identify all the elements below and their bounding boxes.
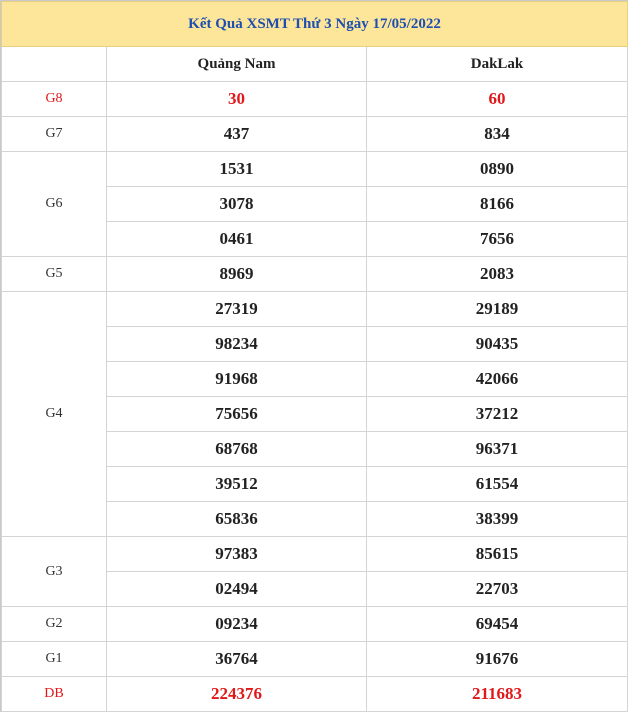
prize-number-quang-nam: 98234 (107, 327, 367, 362)
prize-row-g1 (2, 642, 628, 677)
prize-row-g6 (2, 152, 628, 187)
prize-number-quang-nam: 91968 (107, 362, 367, 397)
prize-number-quang-nam: 437 (107, 117, 367, 152)
prize-number-daklak: 2083 (367, 257, 628, 292)
table-title: Kết Quả XSMT Thứ 3 Ngày 17/05/2022 (2, 2, 628, 47)
prize-number-daklak: 0890 (367, 152, 628, 187)
prize-number-quang-nam: 1531 (107, 152, 367, 187)
prize-number-quang-nam: 65836 (107, 502, 367, 537)
prize-row-g2 (2, 607, 628, 642)
prize-label-g2: G2 (2, 607, 107, 642)
prize-number-quang-nam: 0461 (107, 222, 367, 257)
prize-number-quang-nam: 30 (107, 82, 367, 117)
prize-number-quang-nam: 75656 (107, 397, 367, 432)
prize-label-g7: G7 (2, 117, 107, 152)
prize-row-g5 (2, 257, 628, 292)
prize-number-quang-nam: 02494 (107, 572, 367, 607)
header-row (2, 47, 628, 82)
prize-number-quang-nam: 39512 (107, 467, 367, 502)
prize-number-daklak: 96371 (367, 432, 628, 467)
prize-number-quang-nam: 68768 (107, 432, 367, 467)
prize-row-db (2, 677, 628, 712)
prize-number-daklak: 60 (367, 82, 628, 117)
prize-number-daklak: 211683 (367, 677, 628, 712)
prize-number-daklak: 22703 (367, 572, 628, 607)
prize-number-daklak: 61554 (367, 467, 628, 502)
prize-row-g3 (2, 537, 628, 572)
prize-number-daklak: 37212 (367, 397, 628, 432)
lottery-results-table (1, 1, 628, 712)
prize-number-quang-nam: 97383 (107, 537, 367, 572)
prize-number-daklak: 90435 (367, 327, 628, 362)
prize-number-daklak: 29189 (367, 292, 628, 327)
prize-number-quang-nam: 8969 (107, 257, 367, 292)
prize-number-quang-nam: 36764 (107, 642, 367, 677)
province-quang-nam[interactable]: Quảng Nam (107, 47, 367, 82)
prize-number-daklak: 8166 (367, 187, 628, 222)
prize-number-daklak: 42066 (367, 362, 628, 397)
prize-number-daklak: 7656 (367, 222, 628, 257)
prize-number-daklak: 69454 (367, 607, 628, 642)
prize-number-daklak: 85615 (367, 537, 628, 572)
prize-number-daklak: 834 (367, 117, 628, 152)
prize-label-g6: G6 (2, 152, 107, 257)
prize-label-g4: G4 (2, 292, 107, 537)
prize-label-g8: G8 (2, 82, 107, 117)
prize-number-daklak: 38399 (367, 502, 628, 537)
prize-label-db: DB (2, 677, 107, 712)
prize-number-quang-nam: 224376 (107, 677, 367, 712)
prize-number-quang-nam: 3078 (107, 187, 367, 222)
title-row (2, 2, 628, 47)
prize-label-g5: G5 (2, 257, 107, 292)
header-empty-cell (2, 47, 107, 82)
prize-row-g4 (2, 292, 628, 327)
prize-label-g1: G1 (2, 642, 107, 677)
prize-number-daklak: 91676 (367, 642, 628, 677)
province-daklak[interactable]: DakLak (367, 47, 628, 82)
prize-label-g3: G3 (2, 537, 107, 607)
prize-number-quang-nam: 27319 (107, 292, 367, 327)
prize-number-quang-nam: 09234 (107, 607, 367, 642)
prize-row-g7 (2, 117, 628, 152)
prize-row-g8 (2, 82, 628, 117)
